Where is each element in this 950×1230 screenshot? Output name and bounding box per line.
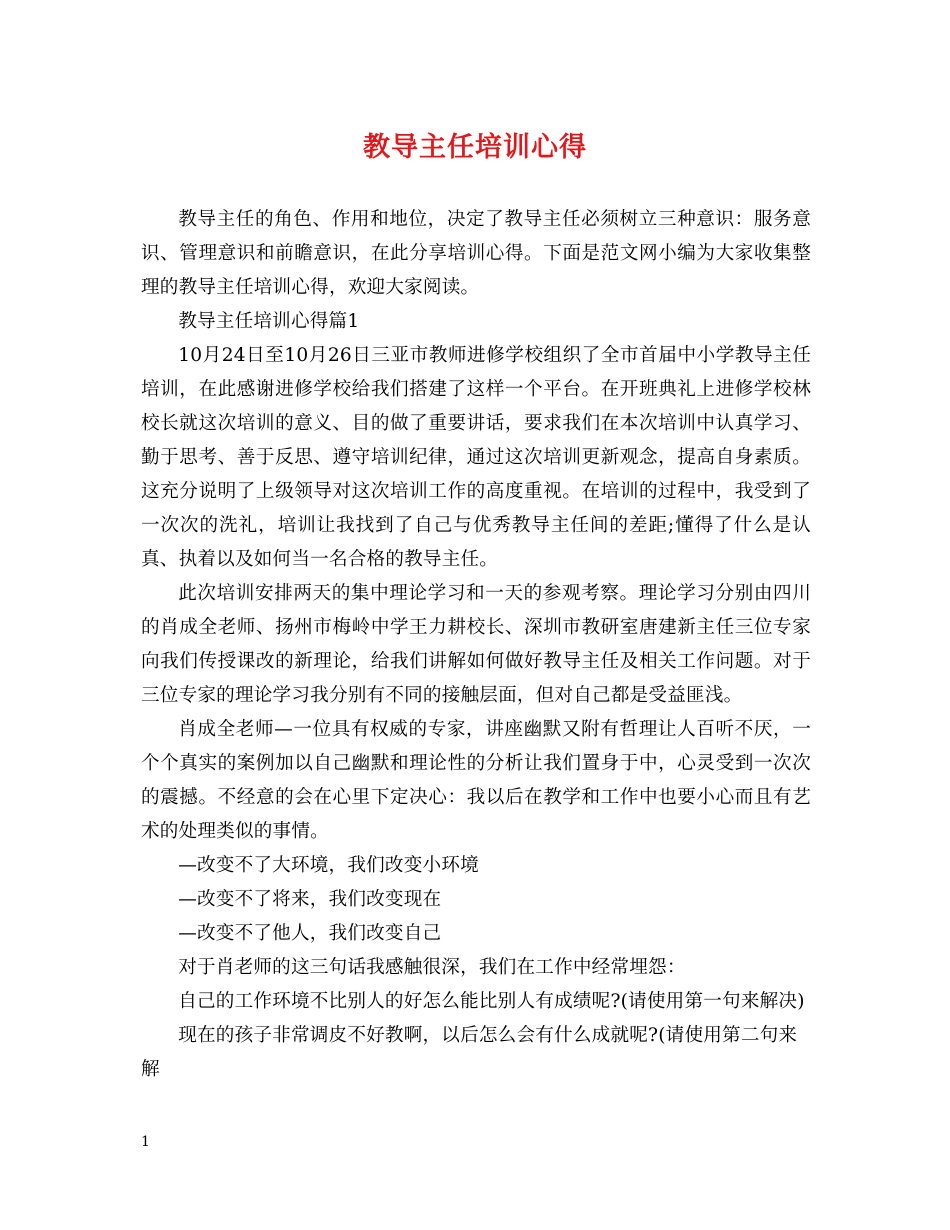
intro-paragraph: 教导主任的角色、作用和地位，决定了教导主任必须树立三种意识：服务意识、管理意识和前瞻意识，在此分享培训心得。下面是范文网小编为大家收集整理的教导主任培训心得，欢迎大家阅读。 [141, 209, 811, 298]
document-title: 教导主任培训心得 [363, 132, 587, 163]
body-paragraph-example-two: 现在的孩子非常调皮不好教啊，以后怎么会有什么成就呢?(请使用第二句来解 [141, 1025, 798, 1080]
document-body [141, 203, 811, 1087]
body-paragraph-training-schedule: 此次培训安排两天的集中理论学习和一天的参观考察。理论学习分别由四川的肖成全老师、扬州市梅岭中学王力耕校长、深圳市教研室唐建新主任三位专家向我们传授课改的新理论，给我们讲解如何做好教导主任及相关工作问题。对于三位专家的理论学习我分别有不同的接触层面，但对自己都是受益匪浅。 [141, 583, 811, 706]
body-paragraph-training-overview: 10月24日至10月26日三亚市教师进修学校组织了全市首届中小学教导主任培训，在此感谢进修学校给我们搭建了这样一个平台。在开班典礼上进修学校林校长就这次培训的意义、目的做了重要讲话，要求我们在本次培训中认真学习、勤于思考、善于反思、遵守培训纪律，通过这次培训更新观念，提高自身素质。这充分说明了上级领导对这次培训工作的高度重视。在培训的过程中，我受到了一次次的洗礼，培训让我找到了自己与优秀教导主任间的差距;懂得了什么是认真、执着以及如何当一名合格的教导主任。 [141, 345, 811, 570]
page-number: 1 [141, 1134, 150, 1150]
body-paragraph-example-one: 自己的工作环境不比别人的好怎么能比别人有成绩呢?(请使用第一句来解决) [178, 991, 805, 1012]
section-heading: 教导主任培训心得篇1 [178, 311, 360, 332]
body-paragraph-reflection: 对于肖老师的这三句话我感触很深，我们在工作中经常埋怨： [178, 957, 686, 978]
quote-line-environment: —改变不了大环境，我们改变小环境 [178, 855, 479, 876]
quote-line-future: —改变不了将来，我们改变现在 [178, 889, 442, 910]
quote-line-others: —改变不了他人，我们改变自己 [178, 923, 442, 944]
body-paragraph-teacher-xiao: 肖成全老师—一位具有权威的专家，讲座幽默又附有哲理让人百听不厌，一个个真实的案例加以自己幽默和理论性的分析让我们置身于中，心灵受到一次次的震撼。不经意的会在心里下定决心：我以后在教学和工作中也要小心而且有艺术的处理类似的事情。 [141, 719, 811, 842]
